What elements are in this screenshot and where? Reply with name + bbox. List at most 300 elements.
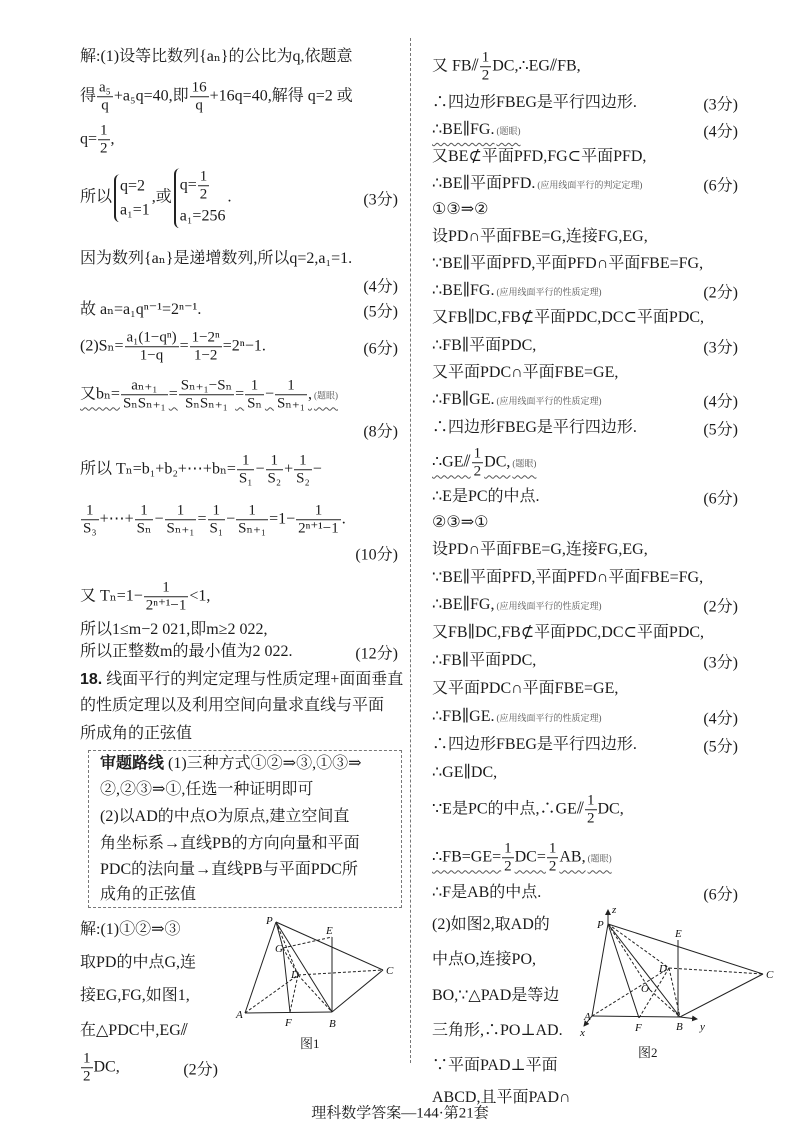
text-run: +16q=40,解得 q=2 或: [209, 87, 353, 105]
text-run: 线面平行的判定定理与性质定理+面面垂直: [102, 671, 404, 689]
text-run: ①③⇒②: [432, 201, 489, 219]
text-line: [80, 725, 192, 743]
text-run: 所成角的正弦值: [80, 725, 193, 743]
line-content: [432, 514, 488, 531]
text-run: +⋯+: [99, 510, 134, 528]
text-line: [432, 652, 536, 670]
line-content: [80, 377, 338, 412]
denominator: 2ⁿ⁺¹−1: [145, 597, 187, 614]
line-content: [432, 951, 536, 968]
numerator: 1: [294, 452, 312, 470]
line-content: [80, 579, 211, 614]
line-content: [432, 282, 601, 299]
numerator: 1: [547, 840, 559, 858]
text-run: ∵BE∥平面PFD,平面PFD∩平面FBE=FG,: [432, 255, 704, 273]
text-line: [432, 1089, 571, 1107]
text-line: [432, 708, 601, 726]
annotation-note: (应用线面平行的性质定理): [496, 396, 602, 407]
text-run: −: [255, 460, 265, 478]
text-run: =: [235, 385, 245, 403]
text-run: 设PD∩平面FBE=G,连接FG,EG,: [432, 228, 648, 246]
text-line: [432, 49, 581, 85]
numerator: 1: [502, 840, 514, 858]
text-line: [432, 987, 559, 1005]
text-line: [80, 48, 353, 66]
score-label: (6分): [703, 490, 738, 508]
line-content: [432, 840, 612, 875]
text-run: 又平面PDC∩平面FBE=GE,: [432, 364, 619, 382]
question-number: 18.: [80, 671, 103, 689]
box-line: [100, 755, 362, 773]
line-content: [80, 987, 190, 1004]
text-line: [80, 643, 292, 661]
numerator: 16: [190, 79, 209, 97]
numerator: 1: [275, 377, 307, 395]
equation-system: [174, 168, 226, 228]
text-run: DC,∴EG⫽FB,: [492, 57, 581, 75]
text-run: 解:(1)设等比数列{aₙ}的公比为q,依题意: [80, 48, 353, 66]
text-run: 接EG,FG,如图1,: [80, 987, 190, 1005]
figure-point-label: z: [612, 905, 617, 916]
fraction: [266, 452, 284, 488]
text-run: 取PD的中点G,连: [80, 954, 197, 972]
text-run: 中点O,连接PO,: [432, 951, 537, 969]
annotation-note: (题眼): [496, 126, 521, 137]
annotation-note: (题眼): [313, 390, 338, 401]
line-content: [80, 643, 292, 660]
fraction: [121, 377, 168, 413]
text-line: [432, 1057, 558, 1075]
text-run: a₁=256: [179, 206, 226, 224]
text-run: 所以: [80, 188, 113, 206]
figure-1: [225, 905, 405, 1035]
text-run: 得: [80, 87, 97, 105]
text-run: BO,∵△PAD是等边: [432, 987, 560, 1005]
figure-point-label: P: [266, 915, 273, 927]
score-label: (6分): [703, 886, 738, 904]
text-run: q=2: [120, 177, 146, 194]
text-run: (2)如图2,取AD的: [432, 916, 550, 934]
figure-point-label: D: [291, 969, 299, 981]
denominator: S₂: [296, 470, 310, 487]
numerator: 1: [245, 377, 264, 395]
denominator: S₁: [209, 520, 224, 537]
figure-point-label: F: [285, 1017, 292, 1029]
numerator: 1: [81, 1050, 93, 1068]
text-line: [80, 250, 352, 268]
line-content: [432, 94, 637, 111]
text-run: 在△PDC中,EG⫽: [80, 1022, 188, 1040]
text-line: [432, 596, 601, 614]
text-run: ∴BE∥平面PFD.: [432, 175, 536, 193]
system-row: [180, 168, 226, 204]
text-run: 所以 Tₙ=b₁+b₂+⋯+bₙ=: [80, 460, 236, 478]
score-label: (2分): [703, 598, 738, 616]
denominator: SₙSₙ₊₁: [122, 395, 166, 412]
line-content: [80, 250, 352, 267]
numerator: 1: [208, 502, 226, 520]
fraction: [144, 579, 189, 615]
line-content: [432, 987, 559, 1004]
figure-point-label: G: [275, 943, 283, 955]
fraction: [547, 840, 559, 876]
text-run: =1−: [269, 510, 296, 528]
numerator: 1: [81, 502, 99, 520]
text-line: [432, 255, 703, 273]
text-run: DC,: [484, 453, 511, 471]
text-line: [432, 736, 637, 754]
text-line: [432, 364, 618, 382]
fraction: [179, 377, 234, 413]
text-run: 又FB∥DC,FB⊄平面PDC,DC⊂平面PDC,: [432, 309, 705, 327]
score-label: (6分): [363, 340, 398, 358]
box-line: [100, 781, 313, 799]
annotation-note: (应用线面平行的性质定理): [496, 287, 602, 298]
text-line: [80, 1050, 120, 1086]
box-text: PDC的法向量→直线PB与平面PDC所: [100, 861, 358, 879]
text-line: [80, 301, 201, 319]
figure-point-label: B: [329, 1018, 336, 1030]
text-line: [432, 309, 704, 327]
line-content: [432, 884, 541, 901]
denominator: 1−2: [193, 347, 218, 364]
text-run: .: [227, 188, 232, 206]
text-line: [80, 79, 353, 115]
text-run: ∴GE⫽: [432, 453, 471, 471]
text-run: 又 Tₙ=1−: [80, 587, 143, 605]
line-content: [432, 680, 618, 697]
text-run: 又平面PDC∩平面FBE=GE,: [432, 680, 619, 698]
box-text: ②,②③⇒①,任选一种证明即可: [100, 781, 314, 799]
denominator: SₙSₙ₊₁: [185, 395, 228, 412]
numerator: 1: [98, 122, 110, 140]
text-run: =2ⁿ−1.: [222, 337, 266, 355]
text-run: ∴四边形FBEG是平行四边形.: [432, 736, 637, 754]
figure-point-label: B: [676, 1021, 683, 1033]
numerator: 1: [296, 502, 341, 520]
text-run: +: [284, 460, 294, 478]
text-run: =: [179, 337, 189, 355]
denominator: 2: [504, 858, 512, 875]
text-line: [80, 452, 322, 488]
figure-point-label: A: [584, 1011, 591, 1023]
text-run: −: [226, 510, 236, 528]
text-line: [80, 168, 231, 228]
figure-point-label: y: [700, 1021, 705, 1033]
score-label: (5分): [363, 303, 398, 321]
score-label: (12分): [355, 645, 398, 663]
text-run: 故 aₙ=a₁qⁿ⁻¹=2ⁿ⁻¹.: [80, 301, 202, 319]
fraction: [81, 1050, 93, 1086]
text-run: .: [341, 510, 346, 528]
text-run: ABCD,且平面PAD∩: [432, 1089, 571, 1107]
numerator: 1: [472, 445, 484, 463]
line-content: [80, 621, 267, 638]
line-content: [432, 255, 703, 272]
fraction: [296, 502, 341, 538]
line-content: [432, 49, 581, 84]
text-run: 因为数列{aₙ}是递增数列,所以q=2,a₁=1.: [80, 250, 353, 268]
numerator: 1: [198, 168, 210, 186]
figure-point-label: A: [236, 1009, 243, 1021]
line-content: [432, 175, 642, 192]
figure-point-label: E: [326, 925, 333, 937]
text-run: ∴E是PC的中点.: [432, 488, 540, 506]
text-line: [432, 1022, 563, 1040]
text-line: [432, 228, 648, 246]
fraction: [135, 502, 154, 538]
fraction: [198, 168, 210, 204]
line-content: [80, 168, 232, 224]
fraction: [97, 79, 113, 115]
line-content: [80, 725, 192, 742]
line-content: [432, 596, 601, 613]
denominator: S₁: [238, 470, 253, 487]
text-run: ∴F是AB的中点.: [432, 884, 542, 902]
box-line: [100, 835, 360, 853]
annotation-note: (应用线面平行的判定定理): [537, 180, 643, 191]
text-run: 的性质定理以及利用空间向量求直线与平面: [80, 697, 385, 715]
box-line: [100, 861, 358, 879]
fraction: [245, 377, 264, 413]
text-line: [432, 445, 536, 481]
text-line: [80, 329, 266, 365]
text-run: 又 FB⫽: [432, 57, 479, 75]
numerator: 1−2ⁿ: [190, 329, 222, 347]
fraction: [275, 377, 307, 413]
text-run: ∵E是PC的中点,∴GE⫽: [432, 800, 584, 818]
annotation-note: (题眼): [512, 458, 537, 469]
line-content: [432, 1022, 563, 1039]
denominator: S₂: [267, 470, 282, 487]
text-line: [432, 488, 540, 506]
text-run: <1,: [189, 587, 211, 605]
text-line: [432, 541, 648, 559]
line-content: [80, 697, 384, 714]
box-text: (2)以AD的中点O为原点,建立空间直: [100, 808, 350, 826]
fraction: [81, 502, 99, 538]
denominator: q: [195, 97, 203, 114]
numerator: Sₙ₊₁−Sₙ: [179, 377, 234, 395]
figure-point-label: C: [386, 965, 394, 977]
text-line: [432, 916, 550, 934]
text-line: [432, 391, 601, 409]
numerator: aₙ₊₁: [121, 377, 168, 395]
page-footer: 理科数学答案—144·第21套: [311, 1105, 489, 1122]
text-run: 又bₙ=: [80, 385, 120, 403]
numerator: 1: [480, 49, 492, 67]
text-run: q=: [80, 130, 98, 148]
text-run: 解:(1)①②⇒③: [80, 921, 181, 939]
score-label: (4分): [363, 278, 398, 296]
text-run: ∴FB∥GE.: [432, 708, 495, 726]
score-label: (2分): [703, 284, 738, 302]
line-content: [80, 921, 181, 938]
text-run: 所以1≤m−2 021,即m≥2 022,: [80, 621, 268, 639]
denominator: Sₙ₊₁: [276, 395, 305, 412]
figure-2: [575, 905, 780, 1040]
text-run: ∴FB∥GE.: [432, 391, 495, 409]
numerator: 1: [237, 452, 255, 470]
score-label: (5分): [703, 421, 738, 439]
text-run: −: [312, 460, 322, 478]
line-content: [80, 122, 115, 157]
score-label: (4分): [703, 710, 738, 728]
text-line: [80, 987, 190, 1005]
text-line: [80, 921, 181, 939]
box-text: 角坐标系→直线PB的方向向量和平面: [100, 835, 360, 853]
figure-point-label: C: [766, 969, 774, 981]
text-run: ∴FB∥平面PDC,: [432, 337, 537, 355]
numerator: 1: [266, 452, 284, 470]
system-row: [120, 174, 150, 198]
system-row: [120, 198, 150, 222]
text-run: DC=: [514, 848, 546, 866]
text-line: [432, 121, 520, 139]
figure-2-caption: 图2: [638, 1045, 658, 1060]
score-label: (5分): [703, 738, 738, 756]
denominator: 2: [83, 1068, 91, 1085]
text-line: [432, 680, 618, 698]
text-line: [80, 377, 338, 413]
fraction: [294, 452, 312, 488]
text-line: [432, 337, 536, 355]
text-run: DC,: [93, 1058, 120, 1076]
fraction: [190, 79, 209, 115]
text-run: (2)Sₙ=: [80, 337, 124, 355]
system-row: [180, 204, 226, 228]
line-content: [80, 1022, 188, 1039]
text-run: AB,: [559, 848, 586, 866]
figure-point-label: O: [641, 983, 649, 995]
text-run: ∴BE∥FG,: [432, 596, 495, 614]
denominator: 2: [100, 140, 108, 157]
text-line: [80, 697, 384, 715]
box-line: [100, 808, 349, 826]
numerator: a₁(1−qⁿ): [125, 329, 179, 347]
figure-point-label: P: [597, 919, 604, 931]
line-content: [432, 391, 601, 408]
text-run: =: [168, 385, 178, 403]
text-run: ∴BE∥FG.: [432, 121, 495, 139]
fraction: [480, 49, 492, 85]
text-run: DC,: [597, 800, 624, 818]
line-content: [432, 541, 648, 558]
text-run: ∴四边形FBEG是平行四边形.: [432, 419, 637, 437]
numerator: 1: [165, 502, 197, 520]
line-content: [432, 624, 704, 641]
line-content: [80, 671, 403, 688]
text-line: [432, 951, 536, 969]
text-run: ∵BE∥平面PFD,平面PFD∩平面FBE=FG,: [432, 569, 704, 587]
line-content: [432, 1057, 558, 1074]
text-run: 三角形,∴PO⊥AD.: [432, 1022, 563, 1040]
text-run: ,: [110, 130, 115, 148]
fraction: [585, 792, 597, 828]
text-line: [432, 282, 601, 300]
text-line: [432, 175, 642, 193]
box-text: (1)三种方式①②⇒③,①③⇒: [168, 755, 362, 773]
denominator: 2: [548, 858, 557, 875]
text-line: [432, 764, 497, 782]
text-run: 又BE⊄平面PFD,FG⊂平面PFD,: [432, 148, 647, 166]
denominator: 1−q: [139, 347, 164, 364]
fraction: [472, 445, 484, 481]
score-label: (3分): [703, 96, 738, 114]
line-content: [432, 652, 536, 669]
score-label: (2分): [183, 1061, 218, 1079]
column-divider: [410, 38, 411, 1063]
line-content: [432, 201, 488, 218]
numerator: 1: [585, 792, 597, 810]
line-content: [432, 337, 536, 354]
line-content: [432, 121, 520, 138]
denominator: 2: [587, 810, 595, 827]
line-content: [432, 569, 703, 586]
text-line: [432, 201, 488, 219]
line-content: [80, 954, 196, 971]
text-line: [80, 621, 267, 639]
score-label: (3分): [703, 339, 738, 357]
denominator: Sₙ₊₁: [166, 520, 195, 537]
score-label: (4分): [703, 393, 738, 411]
line-content: [80, 452, 322, 487]
score-label: (3分): [363, 191, 398, 209]
fraction: [125, 329, 179, 365]
score-label: (6分): [703, 177, 738, 195]
line-content: [432, 419, 637, 436]
fraction: [190, 329, 222, 365]
text-line: [432, 419, 637, 437]
text-run: 设PD∩平面FBE=G,连接FG,EG,: [432, 541, 648, 559]
figure-point-label: D: [659, 963, 667, 975]
text-line: [432, 148, 646, 166]
text-line: [80, 671, 403, 689]
text-run: a₁=1: [120, 201, 150, 218]
text-line: [80, 579, 210, 615]
text-run: q=: [179, 176, 197, 194]
line-content: [432, 445, 537, 480]
line-content: [432, 228, 648, 245]
text-run: +a₅q=40,即: [113, 87, 189, 105]
line-content: [80, 79, 353, 114]
numerator: a₅: [97, 79, 113, 97]
fraction: [208, 502, 226, 538]
text-line: [80, 122, 115, 158]
text-run: −: [264, 385, 274, 403]
text-run: −: [154, 510, 164, 528]
line-content: [80, 48, 353, 65]
text-line: [80, 1022, 188, 1040]
score-label: (3分): [703, 654, 738, 672]
box-line: [100, 886, 196, 904]
figure-point-label: F: [635, 1022, 642, 1034]
fraction: [236, 502, 268, 538]
annotation-note: (题眼): [587, 853, 612, 864]
numerator: 1: [135, 502, 154, 520]
text-line: [432, 792, 624, 828]
text-line: [432, 94, 637, 112]
denominator: 2ⁿ⁺¹−1: [298, 520, 339, 537]
line-content: [432, 764, 497, 781]
line-content: [432, 309, 704, 326]
box-text: 成角的正弦值: [100, 886, 197, 904]
figure-point-label: x: [580, 1027, 585, 1039]
fraction: [237, 452, 255, 488]
text-line: [432, 514, 488, 532]
score-label: (8分): [363, 423, 398, 441]
text-line: [432, 569, 703, 587]
